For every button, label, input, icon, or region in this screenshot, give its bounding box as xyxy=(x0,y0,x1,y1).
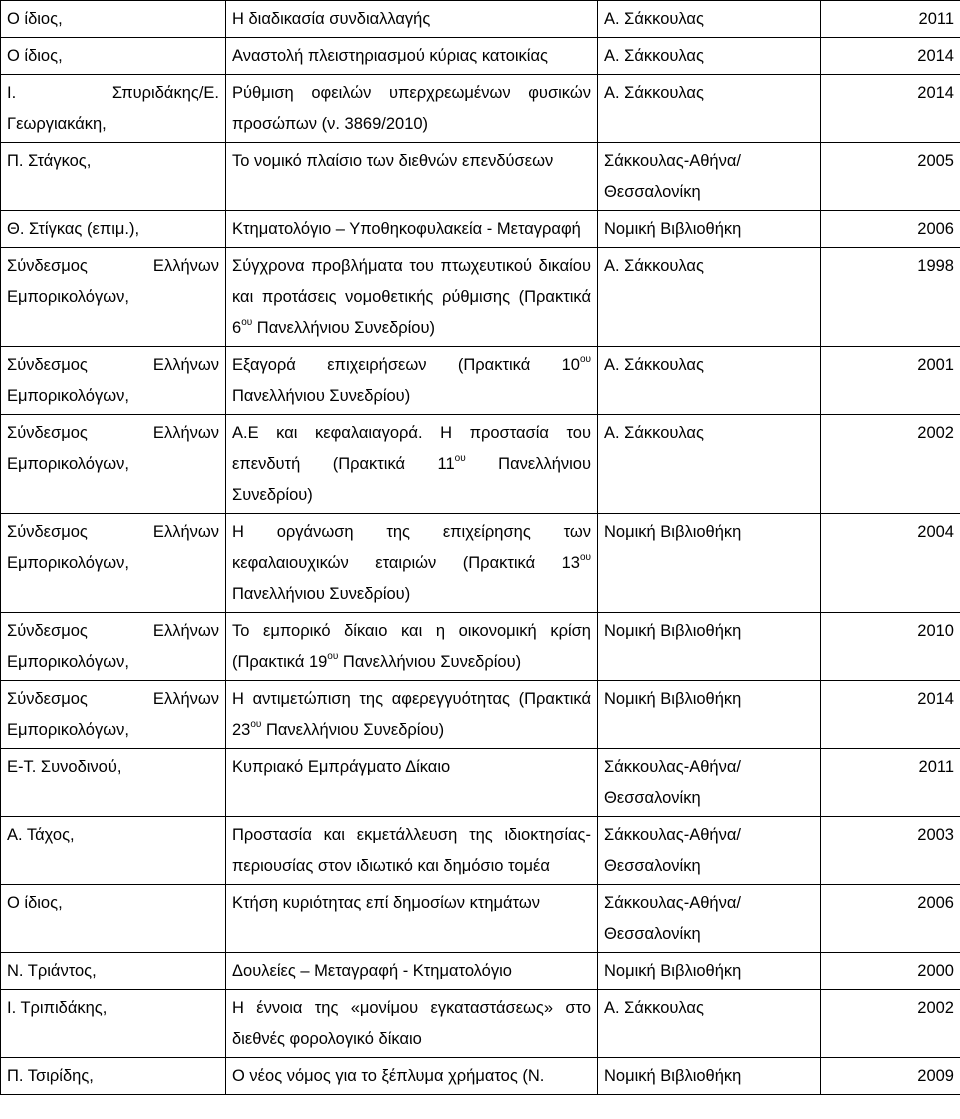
table-row xyxy=(1,415,960,514)
author-cell: Σύνδεσμος Ελλήνων Εμπορικολόγων, xyxy=(1,248,226,347)
publisher-cell: Νομική Βιβλιοθήκη xyxy=(598,514,821,613)
publisher-cell: Σάκκουλας-Αθήνα/Θεσσαλονίκη xyxy=(598,817,821,885)
title-text: Η αντιμετώπιση της αφερεγγυότητας (Πρακτικά 23 xyxy=(232,690,591,739)
publisher-cell: Α. Σάκκουλας xyxy=(598,1,821,38)
publisher-cell: Α. Σάκκουλας xyxy=(598,248,821,347)
year-cell: 2003 xyxy=(821,817,960,885)
table-row xyxy=(1,613,960,681)
title-text-tail: Πανελλήνιου Συνεδρίου) xyxy=(232,455,591,504)
publisher-cell: Νομική Βιβλιοθήκη xyxy=(598,211,821,248)
table-row xyxy=(1,681,960,749)
year-cell: 1998 xyxy=(821,248,960,347)
year-cell: 2014 xyxy=(821,38,960,75)
title-cell: Κτήση κυριότητας επί δημοσίων κτημάτων xyxy=(226,885,598,953)
title-cell: Η έννοια της «μονίμου εγκαταστάσεως» στο διεθνές φορολογικό δίκαιο xyxy=(226,990,598,1058)
title-text: Α.Ε και κεφαλαιαγορά. Η προστασία του επενδυτή (Πρακτικά 11 xyxy=(232,424,591,473)
table-row xyxy=(1,211,960,248)
title-cell: Κτηματολόγιο – Υποθηκοφυλακεία - Μεταγραφή xyxy=(226,211,598,248)
ordinal-suffix: ου xyxy=(327,650,339,662)
title-text-tail: Πανελλήνιου Συνεδρίου) xyxy=(232,387,411,405)
title-cell: Αναστολή πλειστηριασμού κύριας κατοικίας xyxy=(226,38,598,75)
publisher-cell: Σάκκουλας-Αθήνα/Θεσσαλονίκη xyxy=(598,143,821,211)
title-cell: Δουλείες – Μεταγραφή - Κτηματολόγιο xyxy=(226,953,598,990)
publisher-cell: Νομική Βιβλιοθήκη xyxy=(598,681,821,749)
title-text: Το εμπορικό δίκαιο και η οικονομική κρίση (Πρακτικά 19 xyxy=(232,622,591,671)
table-row xyxy=(1,749,960,817)
author-cell: Σύνδεσμος Ελλήνων Εμπορικολόγων, xyxy=(1,681,226,749)
table-row xyxy=(1,143,960,211)
author-cell: Ι. Τριπιδάκης, xyxy=(1,990,226,1058)
publisher-cell: Α. Σάκκουλας xyxy=(598,38,821,75)
ordinal-suffix: ου xyxy=(241,316,253,328)
publisher-cell: Α. Σάκκουλας xyxy=(598,75,821,143)
author-cell: Σύνδεσμος Ελλήνων Εμπορικολόγων, xyxy=(1,514,226,613)
ordinal-suffix: ου xyxy=(454,452,466,464)
table-row xyxy=(1,1058,960,1095)
title-cell: Το νομικό πλαίσιο των διεθνών επενδύσεων xyxy=(226,143,598,211)
title-text: Εξαγορά επιχειρήσεων (Πρακτικά 10 xyxy=(232,356,580,374)
title-cell: Ρύθμιση οφειλών υπερχρεωμένων φυσικών προσώπων (ν. 3869/2010) xyxy=(226,75,598,143)
title-text-tail: Πανελλήνιου Συνεδρίου) xyxy=(252,319,435,337)
year-cell: 2011 xyxy=(821,749,960,817)
publisher-cell: Α. Σάκκουλας xyxy=(598,347,821,415)
title-cell: Κυπριακό Εμπράγματο Δίκαιο xyxy=(226,749,598,817)
author-cell: Ι. Σπυριδάκης/Ε. Γεωργιακάκη, xyxy=(1,75,226,143)
year-cell: 2004 xyxy=(821,514,960,613)
year-cell: 2001 xyxy=(821,347,960,415)
author-cell: Σύνδεσμος Ελλήνων Εμπορικολόγων, xyxy=(1,415,226,514)
title-text: Σύγχρονα προβλήματα του πτωχευτικού δικαίου και προτάσεις νομοθετικής ρύθμισης (Πρακτικά 6 xyxy=(232,257,591,337)
year-cell: 2009 xyxy=(821,1058,960,1095)
publisher-cell: Α. Σάκκουλας xyxy=(598,415,821,514)
title-cell xyxy=(226,681,598,749)
title-text-tail: Πανελλήνιου Συνεδρίου) xyxy=(338,653,522,671)
publisher-cell: Σάκκουλας-Αθήνα/Θεσσαλονίκη xyxy=(598,885,821,953)
title-cell: Προστασία και εκμετάλλευση της ιδιοκτησίας-περιουσίας στον ιδιωτικό και δημόσιο τομέα xyxy=(226,817,598,885)
year-cell: 2006 xyxy=(821,885,960,953)
author-cell: Θ. Στίγκας (επιμ.), xyxy=(1,211,226,248)
table-row xyxy=(1,817,960,885)
year-cell: 2005 xyxy=(821,143,960,211)
table-row xyxy=(1,514,960,613)
title-cell xyxy=(226,514,598,613)
author-cell: Π. Στάγκος, xyxy=(1,143,226,211)
year-cell: 2000 xyxy=(821,953,960,990)
table-row xyxy=(1,75,960,143)
publisher-cell: Νομική Βιβλιοθήκη xyxy=(598,1058,821,1095)
title-cell: Ο νέος νόμος για το ξέπλυμα χρήματος (Ν. xyxy=(226,1058,598,1095)
table-row xyxy=(1,885,960,953)
ordinal-suffix: ου xyxy=(250,718,262,730)
author-cell: Ο ίδιος, xyxy=(1,1,226,38)
publisher-cell: Σάκκουλας-Αθήνα/Θεσσαλονίκη xyxy=(598,749,821,817)
title-cell xyxy=(226,347,598,415)
author-cell: Σύνδεσμος Ελλήνων Εμπορικολόγων, xyxy=(1,347,226,415)
author-cell: Α. Τάχος, xyxy=(1,817,226,885)
year-cell: 2011 xyxy=(821,1,960,38)
year-cell: 2002 xyxy=(821,415,960,514)
table-row xyxy=(1,953,960,990)
author-cell: Ο ίδιος, xyxy=(1,38,226,75)
title-cell xyxy=(226,415,598,514)
title-cell xyxy=(226,248,598,347)
table-row xyxy=(1,347,960,415)
table-row xyxy=(1,38,960,75)
table-row xyxy=(1,990,960,1058)
author-cell: Π. Τσιρίδης, xyxy=(1,1058,226,1095)
ordinal-suffix: ου xyxy=(579,353,591,365)
title-text-tail: Πανελλήνιου Συνεδρίου) xyxy=(232,585,411,603)
table-row xyxy=(1,1,960,38)
author-cell: Ν. Τριάντος, xyxy=(1,953,226,990)
year-cell: 2014 xyxy=(821,681,960,749)
publisher-cell: Νομική Βιβλιοθήκη xyxy=(598,953,821,990)
year-cell: 2014 xyxy=(821,75,960,143)
year-cell: 2002 xyxy=(821,990,960,1058)
title-cell: Η διαδικασία συνδιαλλαγής xyxy=(226,1,598,38)
year-cell: 2010 xyxy=(821,613,960,681)
author-cell: Ο ίδιος, xyxy=(1,885,226,953)
year-cell: 2006 xyxy=(821,211,960,248)
ordinal-suffix: ου xyxy=(579,551,591,563)
publisher-cell: Νομική Βιβλιοθήκη xyxy=(598,613,821,681)
title-text-tail: Πανελλήνιου Συνεδρίου) xyxy=(261,721,445,739)
title-text: Η οργάνωση της επιχείρησης των κεφαλαιουχικών εταιριών (Πρακτικά 13 xyxy=(232,523,591,572)
title-cell xyxy=(226,613,598,681)
author-cell: Ε-Τ. Συνοδινού, xyxy=(1,749,226,817)
table-row xyxy=(1,248,960,347)
publisher-cell: Α. Σάκκουλας xyxy=(598,990,821,1058)
author-cell: Σύνδεσμος Ελλήνων Εμπορικολόγων, xyxy=(1,613,226,681)
